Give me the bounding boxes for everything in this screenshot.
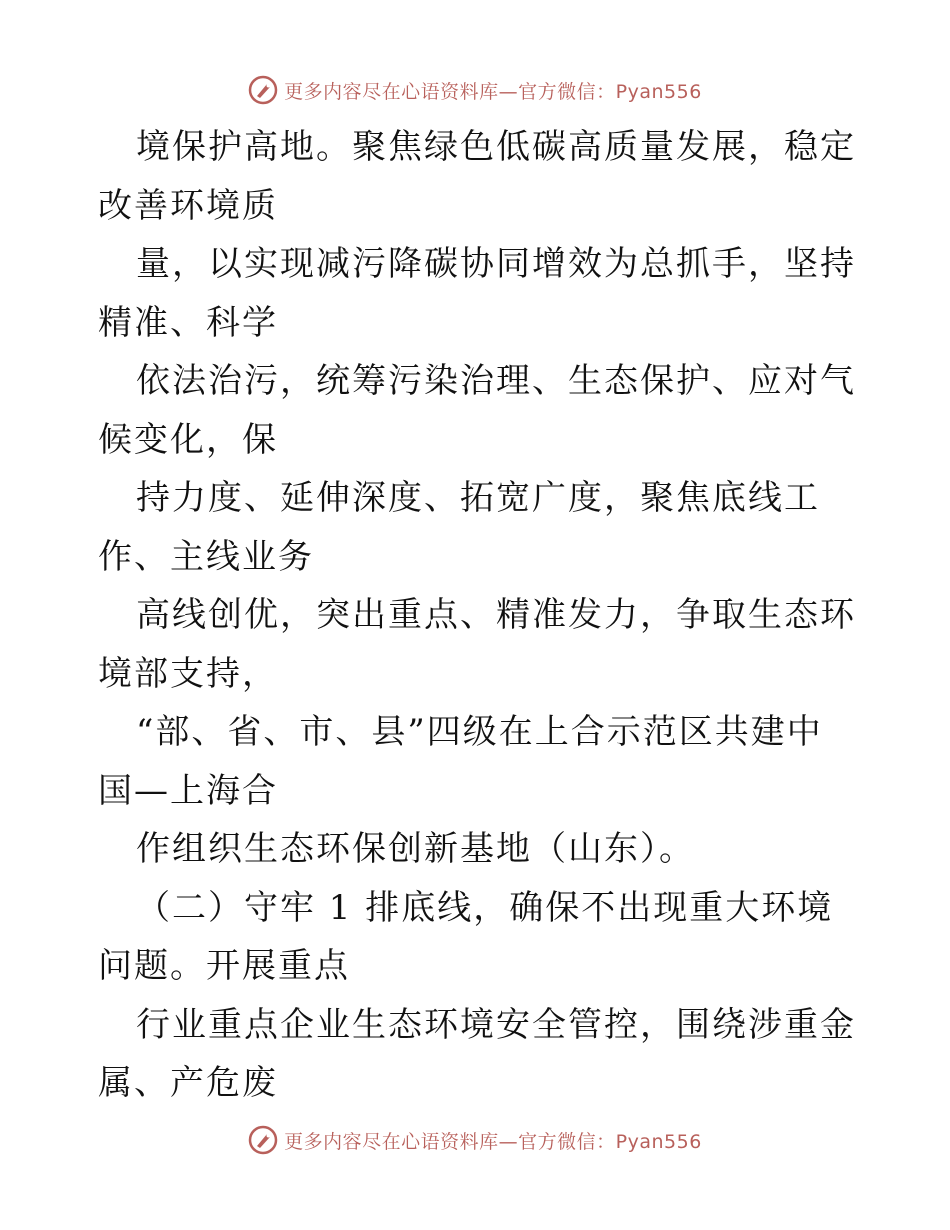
paragraph: （二）守牢 1 排底线，确保不出现重大环境问题。开展重点 (98, 887, 834, 986)
paragraph: 持力度、延伸深度、拓宽广度，聚焦底线工作、主线业务 (98, 478, 820, 577)
pen-nib-logo-icon (248, 1125, 278, 1155)
paragraph: 依法治污，统筹污染治理、生态保护、应对气候变化，保 (98, 361, 856, 460)
footer-banner (0, 1120, 950, 1160)
paragraph: 作组织生态环保创新基地（山东）。 (136, 829, 695, 869)
paragraph: 行业重点企业生态环境安全管控，围绕涉重金属、产危废 (98, 1004, 856, 1103)
paragraph: 高线创优，突出重点、精准发力，争取生态环境部支持， (98, 595, 856, 694)
paragraph: “部、省、市、县”四级在上合示范区共建中国—上海合 (98, 712, 823, 811)
footer-banner-text: 更多内容尽在心语资料库—官方微信：Pyan556 (284, 1130, 702, 1153)
pen-nib-logo-icon (248, 75, 278, 105)
document-body (98, 118, 858, 1113)
paragraph: 量，以实现减污降碳协同增效为总抓手，坚持精准、科学 (98, 244, 856, 343)
header-banner-text: 更多内容尽在心语资料库—官方微信：Pyan556 (284, 80, 702, 103)
paragraph: 境保护高地。聚焦绿色低碳高质量发展，稳定改善环境质 (98, 127, 856, 226)
header-banner (0, 70, 950, 110)
